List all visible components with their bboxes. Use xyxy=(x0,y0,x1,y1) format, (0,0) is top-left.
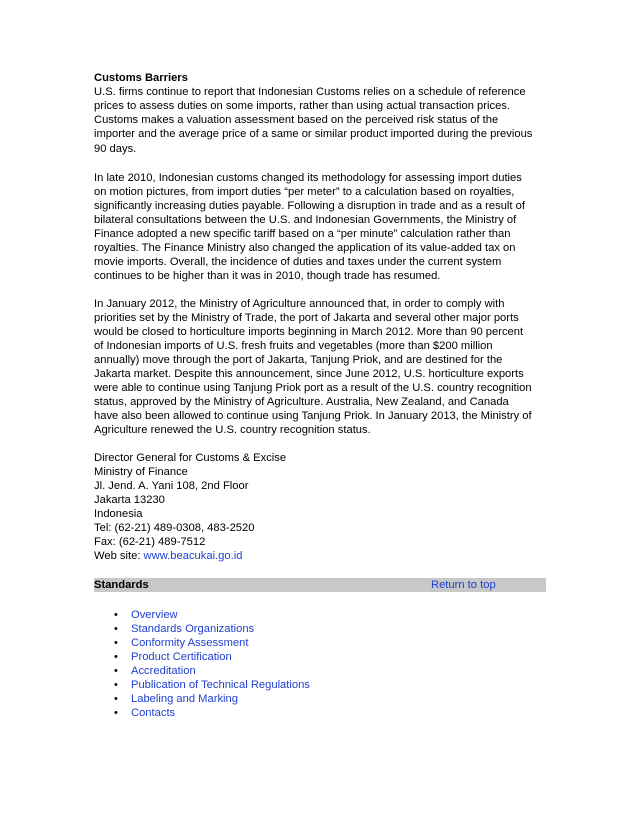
document-content xyxy=(94,71,546,720)
contact-city: Jakarta 13230 xyxy=(94,494,165,506)
contact-agency: Director General for Customs & Excise xyxy=(94,452,287,464)
standards-link-accreditation[interactable]: Accreditation xyxy=(131,665,196,677)
customs-paragraph-1-last-line: 90 days. xyxy=(94,143,137,155)
list-item xyxy=(94,664,546,678)
contact-ministry: Ministry of Finance xyxy=(94,466,188,478)
bullet-icon: • xyxy=(114,623,118,635)
customs-paragraph-1-text: U.S. firms continue to report that Indonesian Customs relies on a schedule of reference prices to assess duties on some imports, rather than using actual transaction prices. Customs makes a valuation assessment based on the perceived risk status of the importer and the average price of a same or similar product imported during the previous xyxy=(94,86,533,140)
standards-link-product-certification[interactable]: Product Certification xyxy=(131,651,232,663)
contact-country: Indonesia xyxy=(94,508,143,520)
list-item xyxy=(94,678,546,692)
list-item xyxy=(94,608,546,622)
contact-tel: Tel: (62-21) 489-0308, 483-2520 xyxy=(94,522,255,534)
bullet-icon: • xyxy=(114,609,118,621)
return-to-top-link[interactable]: Return to top xyxy=(431,579,496,591)
customs-paragraph-3: In January 2012, the Ministry of Agriculture announced that, in order to comply with priorities set by the Ministry of Trade, the port of Jakarta and several other major ports would be closed to horticulture imports beginning in March 2012. More than 90 percent of Indonesian imports of U.S. fresh fruits and vegetables (more than $200 million annually) move through the port of Jakarta, Tanjung Priok, and are destined for the Jakarta market. Despite this announcement, since June 2012, U.S. horticulture exports were able to continue using Tanjung Priok port as a result of the U.S. country recognition status, approved by the Ministry of Agriculture. Australia, New Zealand, and Canada have also been allowed to continue using Tanjung Priok. In January 2013, the Ministry of Agriculture renewed the U.S. country recognition status. xyxy=(94,298,532,436)
contact-address-block xyxy=(94,451,546,563)
standards-link-conformity-assessment[interactable]: Conformity Assessment xyxy=(131,637,249,649)
standards-heading: Standards xyxy=(94,579,149,591)
standards-link-list xyxy=(94,608,546,720)
contact-website-label: Web site: xyxy=(94,550,144,562)
standards-link-labeling-marking[interactable]: Labeling and Marking xyxy=(131,693,238,705)
contact-website-link[interactable]: www.beacukai.go.id xyxy=(143,550,243,562)
bullet-icon: • xyxy=(114,707,118,719)
bullet-icon: • xyxy=(114,665,118,677)
list-item xyxy=(94,706,546,720)
standards-link-technical-regulations[interactable]: Publication of Technical Regulations xyxy=(131,679,310,691)
customs-paragraph-2: In late 2010, Indonesian customs changed its methodology for assessing import duties on motion pictures, from import duties “per meter” to a calculation based on royalties, significantly increasing duties payable. Following a disruption in trade and as a result of bilateral consultations between the U.S. and Indonesian Governments, the Ministry of Finance adopted a new specific tariff based on a “per minute” calculation rather than royalties. The Finance Ministry also changed the application of its value-added tax on movie imports. Overall, the incidence of duties and taxes under the current system continues to be higher than it was in 2010, though trade has resumed. xyxy=(94,172,525,282)
standards-link-organizations[interactable]: Standards Organizations xyxy=(131,623,255,635)
customs-barriers-heading: Customs Barriers xyxy=(94,72,188,84)
bullet-icon: • xyxy=(114,679,118,691)
list-item xyxy=(94,622,546,636)
list-item xyxy=(94,692,546,706)
bullet-icon: • xyxy=(114,693,118,705)
standards-link-overview[interactable]: Overview xyxy=(131,609,178,621)
standards-link-contacts[interactable]: Contacts xyxy=(131,707,176,719)
bullet-icon: • xyxy=(114,637,118,649)
contact-website-line xyxy=(94,549,546,563)
list-item xyxy=(94,636,546,650)
standards-section-bar xyxy=(94,578,546,592)
bullet-icon: • xyxy=(114,651,118,663)
list-item xyxy=(94,650,546,664)
customs-paragraph-1 xyxy=(94,85,546,157)
contact-street: Jl. Jend. A. Yani 108, 2nd Floor xyxy=(94,480,249,492)
contact-fax: Fax: (62-21) 489-7512 xyxy=(94,536,206,548)
